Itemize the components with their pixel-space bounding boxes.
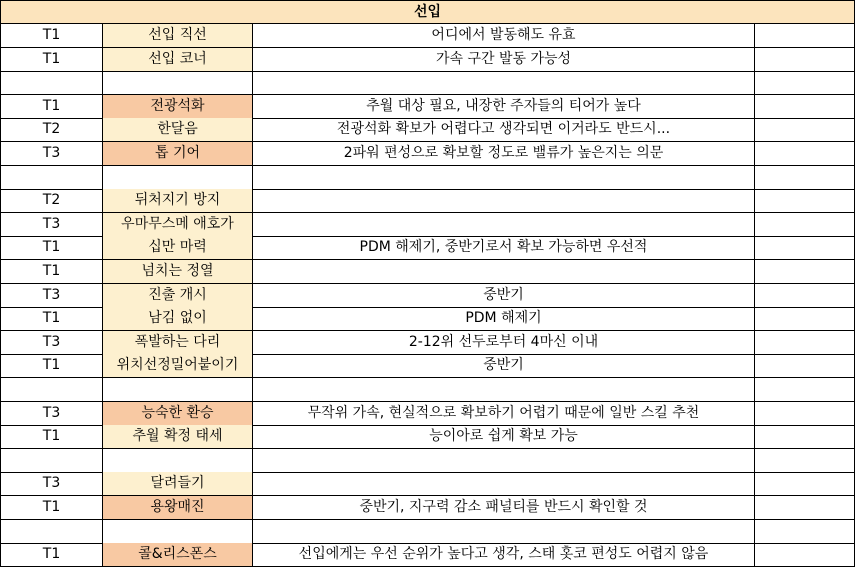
skill-cell[interactable]: 남김 없이 [103,307,253,331]
table-row [0,402,855,426]
note-cell[interactable]: 전광석화 확보가 어렵다고 생각되면 이거라도 반드시... [253,118,755,142]
blank-row [0,71,855,95]
skill-cell[interactable]: 한달음 [103,118,253,142]
note-cell[interactable] [253,449,755,473]
tier-cell[interactable]: T3 [0,213,103,237]
tier-cell[interactable]: T3 [0,284,103,308]
table-row [0,260,855,284]
empty-cell[interactable] [755,472,855,496]
skill-cell[interactable]: 콜&리스폰스 [103,543,253,567]
empty-cell[interactable] [755,307,855,331]
empty-cell[interactable] [755,496,855,520]
note-cell[interactable]: 중반기 [253,354,755,378]
note-cell[interactable]: 추월 대상 필요, 내장한 주자들의 티어가 높다 [253,95,755,119]
tier-cell[interactable] [0,449,103,473]
empty-cell[interactable] [755,354,855,378]
blank-row [0,166,855,190]
tier-cell[interactable]: T2 [0,189,103,213]
note-cell[interactable] [253,71,755,95]
skill-cell[interactable]: 능숙한 환승 [103,402,253,426]
note-cell[interactable] [253,213,755,237]
tier-cell[interactable] [0,520,103,544]
skill-cell[interactable]: 우마무스메 애호가 [103,213,253,237]
empty-cell[interactable] [755,284,855,308]
note-cell[interactable]: 어디에서 발동해도 유효 [253,24,755,48]
empty-cell[interactable] [755,48,855,72]
empty-cell[interactable] [755,213,855,237]
blank-row [0,378,855,402]
note-cell[interactable] [253,472,755,496]
empty-cell[interactable] [755,166,855,190]
empty-cell[interactable] [755,71,855,95]
skill-cell[interactable]: 용왕매진 [103,496,253,520]
skill-cell[interactable] [103,71,253,95]
tier-cell[interactable]: T1 [0,307,103,331]
table-row [0,189,855,213]
blank-row [0,520,855,544]
empty-cell[interactable] [755,378,855,402]
table-row [0,472,855,496]
table-row [0,48,855,72]
empty-cell[interactable] [755,331,855,355]
tier-cell[interactable]: T1 [0,260,103,284]
sheet-title[interactable]: 선입 [0,0,855,24]
tier-cell[interactable]: T1 [0,425,103,449]
note-cell[interactable] [253,166,755,190]
tier-cell[interactable] [0,166,103,190]
empty-cell[interactable] [755,543,855,567]
table-row [0,95,855,119]
note-cell[interactable]: 선입에게는 우선 순위가 높다고 생각, 스태 홋코 편성도 어렵지 않음 [253,543,755,567]
table-row [0,425,855,449]
tier-cell[interactable]: T1 [0,24,103,48]
tier-cell[interactable]: T3 [0,402,103,426]
empty-cell[interactable] [755,260,855,284]
tier-cell[interactable]: T3 [0,472,103,496]
note-cell[interactable]: 2-12위 선두로부터 4마신 이내 [253,331,755,355]
tier-cell[interactable]: T1 [0,236,103,260]
empty-cell[interactable] [755,142,855,166]
note-cell[interactable]: 무작위 가속, 현실적으로 확보하기 어렵기 때문에 일반 스킬 추천 [253,402,755,426]
note-cell[interactable] [253,260,755,284]
note-cell[interactable]: 중반기, 지구력 감소 패널티를 반드시 확인할 것 [253,496,755,520]
skill-cell[interactable] [103,166,253,190]
table-row [0,307,855,331]
table-row [0,213,855,237]
note-cell[interactable]: 중반기 [253,284,755,308]
note-cell[interactable]: PDM 해제기, 중반기로서 확보 가능하면 우선적 [253,236,755,260]
table-row [0,236,855,260]
empty-cell[interactable] [755,95,855,119]
skill-cell[interactable]: 넘치는 정열 [103,260,253,284]
table-row [0,354,855,378]
tier-cell[interactable]: T1 [0,496,103,520]
empty-cell[interactable] [755,425,855,449]
tier-cell[interactable] [0,378,103,402]
empty-cell[interactable] [755,520,855,544]
skill-cell[interactable]: 위치선정밀어붙이기 [103,354,253,378]
note-cell[interactable] [253,520,755,544]
skill-cell[interactable]: 뒤처지기 방지 [103,189,253,213]
note-cell[interactable]: 능이아로 쉽게 확보 가능 [253,425,755,449]
skill-cell[interactable] [103,520,253,544]
skill-cell[interactable]: 폭발하는 다리 [103,331,253,355]
table-row [0,118,855,142]
table-row [0,142,855,166]
tier-cell[interactable] [0,71,103,95]
empty-cell[interactable] [755,402,855,426]
tier-cell[interactable]: T1 [0,48,103,72]
empty-cell[interactable] [755,449,855,473]
tier-cell[interactable]: T3 [0,142,103,166]
skill-cell[interactable]: 톱 기어 [103,142,253,166]
empty-cell[interactable] [755,236,855,260]
skill-cell[interactable]: 선입 코너 [103,48,253,72]
tier-cell[interactable]: T1 [0,543,103,567]
note-cell[interactable] [253,378,755,402]
table-row [0,543,855,567]
blank-row [0,449,855,473]
empty-cell[interactable] [755,24,855,48]
skill-cell[interactable]: 진출 개시 [103,284,253,308]
table-row [0,284,855,308]
empty-cell[interactable] [755,118,855,142]
note-cell[interactable] [253,189,755,213]
skill-cell[interactable]: 전광석화 [103,95,253,119]
note-cell[interactable]: PDM 해제기 [253,307,755,331]
table-row [0,496,855,520]
tier-cell[interactable]: T2 [0,118,103,142]
tier-cell[interactable]: T1 [0,354,103,378]
skill-cell[interactable]: 선입 직선 [103,24,253,48]
note-cell[interactable]: 2파워 편성으로 확보할 정도로 밸류가 높은지는 의문 [253,142,755,166]
table-row [0,24,855,48]
tier-cell[interactable]: T3 [0,331,103,355]
skill-cell[interactable]: 추월 확정 태세 [103,425,253,449]
skill-cell[interactable]: 십만 마력 [103,236,253,260]
skill-cell[interactable] [103,378,253,402]
skill-cell[interactable]: 달려들기 [103,472,253,496]
note-cell[interactable]: 가속 구간 발동 가능성 [253,48,755,72]
skill-cell[interactable] [103,449,253,473]
table-row [0,331,855,355]
empty-cell[interactable] [755,189,855,213]
tier-cell[interactable]: T1 [0,95,103,119]
